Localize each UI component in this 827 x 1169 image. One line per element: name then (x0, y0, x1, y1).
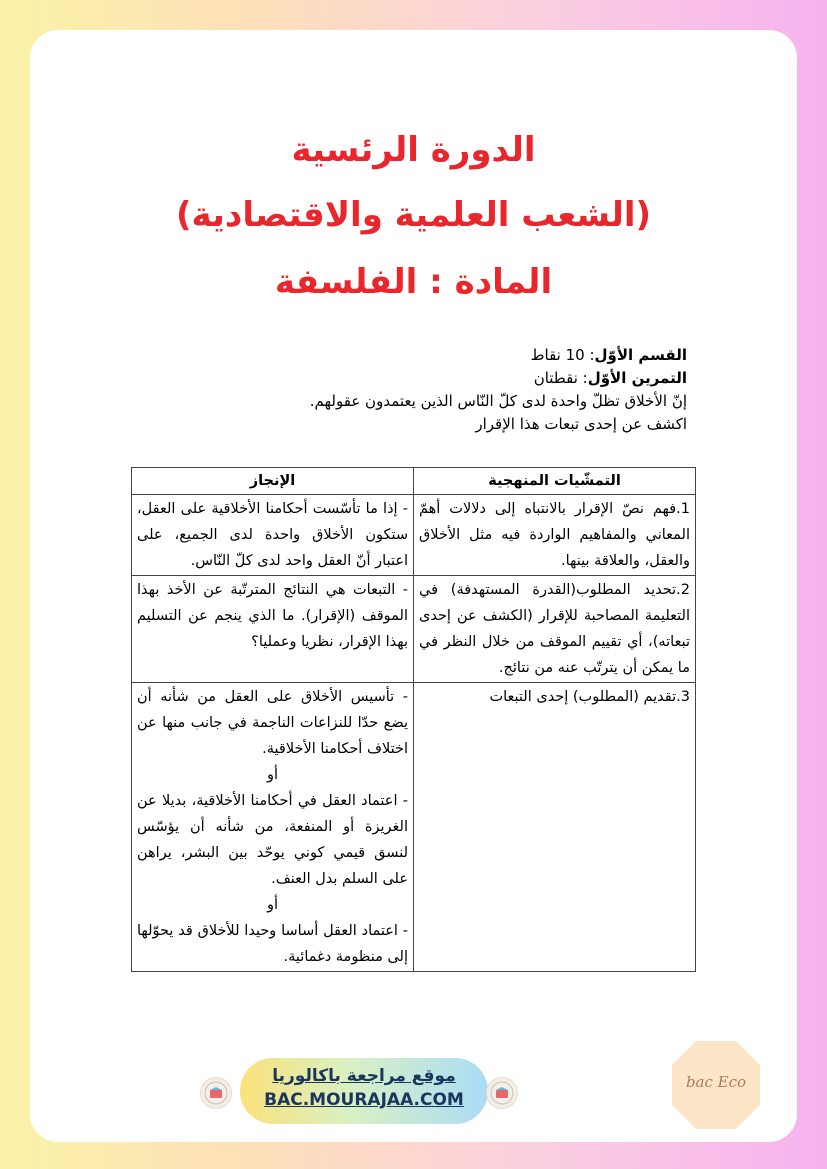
site-url: BAC.MOURAJAA.COM (264, 1090, 464, 1110)
answer-table (131, 467, 696, 972)
page-sheet (30, 30, 797, 1142)
or-separator: أو (266, 767, 279, 783)
section-value: : 10 نقاط (530, 346, 595, 364)
site-link-button[interactable] (240, 1058, 488, 1124)
seal-icon (200, 1077, 232, 1109)
exercise-intro (127, 344, 687, 436)
table-header-row (132, 468, 696, 495)
answer-option: - تأسيس الأخلاق على العقل من شأنه أن يضع حدّا للنزاعات الناجمة في جانب منها عن اختلاف أحكامنا الأخلاقية. (137, 689, 408, 757)
table-row (132, 576, 696, 683)
answer-option: - اعتماد العقل في أحكامنا الأخلاقية، بديلا عن الغريزة أو المنفعة، من شأنه أن يؤسّس لنسق قيمي كوني يوحّد بين البشر، يراهن على السلم بدل العنف. (137, 793, 408, 887)
answer-option: - اعتماد العقل أساسا وحيدا للأخلاق قد يحوّلها إلى منظومة دغمائية. (137, 923, 408, 965)
exercise-label: التمرين الأوّل (587, 369, 687, 387)
answer-cell: - إذا ما تأسّست أحكامنا الأخلاقية على العقل، ستكون الأخلاق واحدة لدى الجميع، على اعتبار أنّ العقل واحد لدى كلّ النّاس. (132, 495, 414, 576)
method-cell: 3.تقديم (المطلوب) إحدى التبعات (414, 683, 696, 972)
exam-subject: المادة : الفلسفة (274, 262, 553, 302)
site-name-ar: موقع مراجعة باكالوريا (272, 1066, 456, 1086)
exam-branches: (الشعب العلمية والاقتصادية) (175, 195, 652, 235)
answer-cell: - التبعات هي النتائج المترتّبة عن الأخذ بهذا الموقف (الإقرار). ما الذي ينجم عن التسليم بهذا الإقرار، نظريا وعمليا؟ (132, 576, 414, 683)
statement-text: إنّ الأخلاق تظلّ واحدة لدى كلّ النّاس الذين يعتمدون عقولهم. (309, 392, 687, 410)
or-separator: أو (266, 897, 279, 913)
section-label: القسم الأوّل (594, 346, 687, 364)
answer-cell (132, 683, 414, 972)
table-row (132, 683, 696, 972)
exam-title: الدورة الرئسية (291, 130, 536, 170)
header-answer: الإنجاز (132, 468, 414, 495)
method-cell: 2.تحديد المطلوب(القدرة المستهدفة) في التعليمة المصاحبة للإقرار (الكشف عن إحدى تبعاته)، أي تقييم الموقف من خلال النظر في ما يمكن أن يترتّب عنه من نتائج. (414, 576, 696, 683)
question-text: اكشف عن إحدى تبعات هذا الإقرار (475, 415, 687, 433)
exercise-value: : نقطتان (533, 369, 588, 387)
table-row (132, 495, 696, 576)
seal-icon (486, 1077, 518, 1109)
logo-text: bac Eco (685, 1073, 747, 1091)
bac-eco-logo (668, 1037, 764, 1133)
section-line (127, 344, 687, 367)
method-cell: 1.فهم نصّ الإقرار بالانتباه إلى دلالات أهمّ المعاني والمفاهيم الواردة فيه مثل الأخلاق والعقل، والعلاقة بينها. (414, 495, 696, 576)
exercise-line (127, 367, 687, 390)
header-method: التمشّيات المنهجية (414, 468, 696, 495)
